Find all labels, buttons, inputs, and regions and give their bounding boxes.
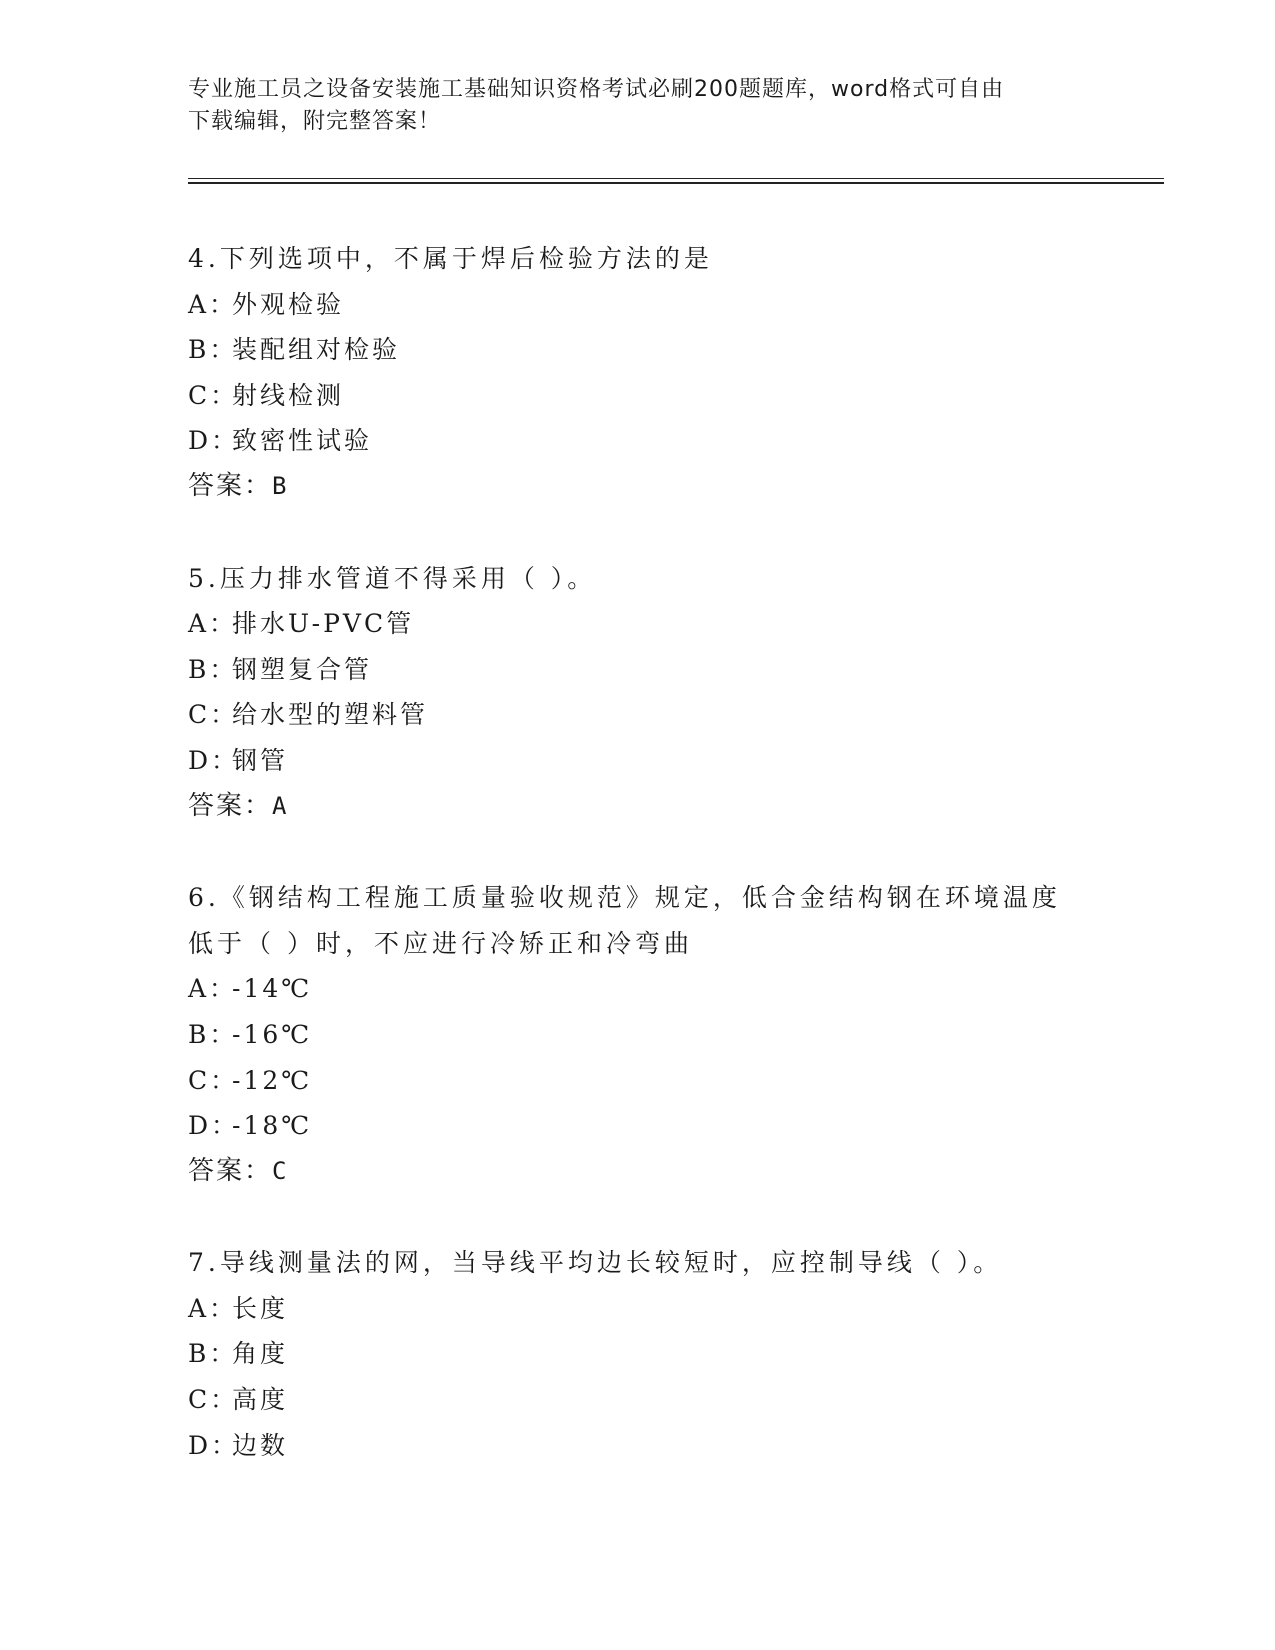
option-text: -18℃ <box>232 1111 313 1141</box>
option-d <box>188 418 1088 464</box>
header-line-2: 下载编辑，附完整答案！ <box>188 109 442 134</box>
option-text: -14℃ <box>232 974 313 1004</box>
question-stem: 5.压力排水管道不得采用（ ）。 <box>188 563 597 593</box>
option-a <box>188 966 1088 1012</box>
option-text: 致密性试验 <box>232 426 373 456</box>
answer-value: A <box>272 791 287 820</box>
option-text: 射线检测 <box>232 380 345 410</box>
answer-label: 答案： <box>188 790 273 821</box>
question-list <box>188 236 1088 1514</box>
option-key: D： <box>188 1111 240 1141</box>
option-text: 高度 <box>232 1385 289 1415</box>
option-d <box>188 738 1088 784</box>
question-stem: 4.下列选项中，不属于焊后检验方法的是 <box>188 244 713 273</box>
answer-value: B <box>272 471 287 500</box>
question-stem-line-1: 6.《钢结构工程施工质量验收规范》规定，低合金结构钢在环境温度 <box>188 883 1061 913</box>
option-b <box>188 647 1088 693</box>
option-key: C： <box>188 380 239 410</box>
option-d <box>188 1423 1088 1469</box>
option-key: A： <box>188 974 238 1004</box>
header-divider-thin <box>188 178 1164 179</box>
option-key: D： <box>188 1430 240 1460</box>
option-c <box>188 1058 1088 1104</box>
answer-line <box>188 784 1088 830</box>
option-key: A： <box>188 289 238 319</box>
option-text: -16℃ <box>232 1019 313 1049</box>
option-key: D： <box>188 426 240 456</box>
header-line-1: 专业施工员之设备安装施工基础知识资格考试必刷200题题库，word格式可自由 <box>188 77 1005 102</box>
option-key: B： <box>188 1019 238 1049</box>
option-b <box>188 1012 1088 1058</box>
option-b <box>188 327 1088 373</box>
option-key: B： <box>188 335 238 365</box>
option-text: 长度 <box>232 1293 289 1323</box>
option-text: 装配组对检验 <box>232 335 401 365</box>
answer-label: 答案： <box>188 1155 273 1186</box>
document-header <box>188 74 1088 138</box>
question-7 <box>188 1240 1088 1468</box>
option-text: 外观检验 <box>232 289 345 319</box>
option-c <box>188 1377 1088 1423</box>
question-5 <box>188 556 1088 830</box>
option-key: C： <box>188 1385 239 1415</box>
answer-label: 答案： <box>188 470 273 501</box>
option-text: 角度 <box>232 1339 289 1369</box>
option-a <box>188 1286 1088 1332</box>
question-6 <box>188 875 1088 1194</box>
question-stem: 7.导线测量法的网，当导线平均边长较短时，应控制导线（ ）。 <box>188 1248 1003 1278</box>
question-4 <box>188 236 1088 510</box>
answer-line <box>188 1149 1088 1195</box>
option-text: 边数 <box>232 1430 289 1460</box>
header-divider-thick <box>188 182 1164 184</box>
option-key: B： <box>188 1339 238 1369</box>
option-text: 给水型的塑料管 <box>232 700 429 730</box>
option-c <box>188 692 1088 738</box>
option-key: D： <box>188 745 240 775</box>
option-a <box>188 282 1088 328</box>
answer-line <box>188 464 1088 510</box>
option-key: B： <box>188 654 238 684</box>
option-key: C： <box>188 1065 239 1095</box>
option-key: C： <box>188 700 239 730</box>
option-a <box>188 601 1088 647</box>
answer-value: C <box>272 1156 287 1185</box>
question-stem-line-2: 低于（ ）时，不应进行冷矫正和冷弯曲 <box>188 928 693 958</box>
option-b <box>188 1331 1088 1377</box>
option-key: A： <box>188 1293 238 1323</box>
option-c <box>188 373 1088 419</box>
option-text: -12℃ <box>232 1065 313 1095</box>
option-text: 钢塑复合管 <box>232 654 373 684</box>
option-d <box>188 1103 1088 1149</box>
option-key: A： <box>188 609 238 639</box>
option-text: 排水U-PVC管 <box>232 609 415 639</box>
option-text: 钢管 <box>232 745 289 775</box>
